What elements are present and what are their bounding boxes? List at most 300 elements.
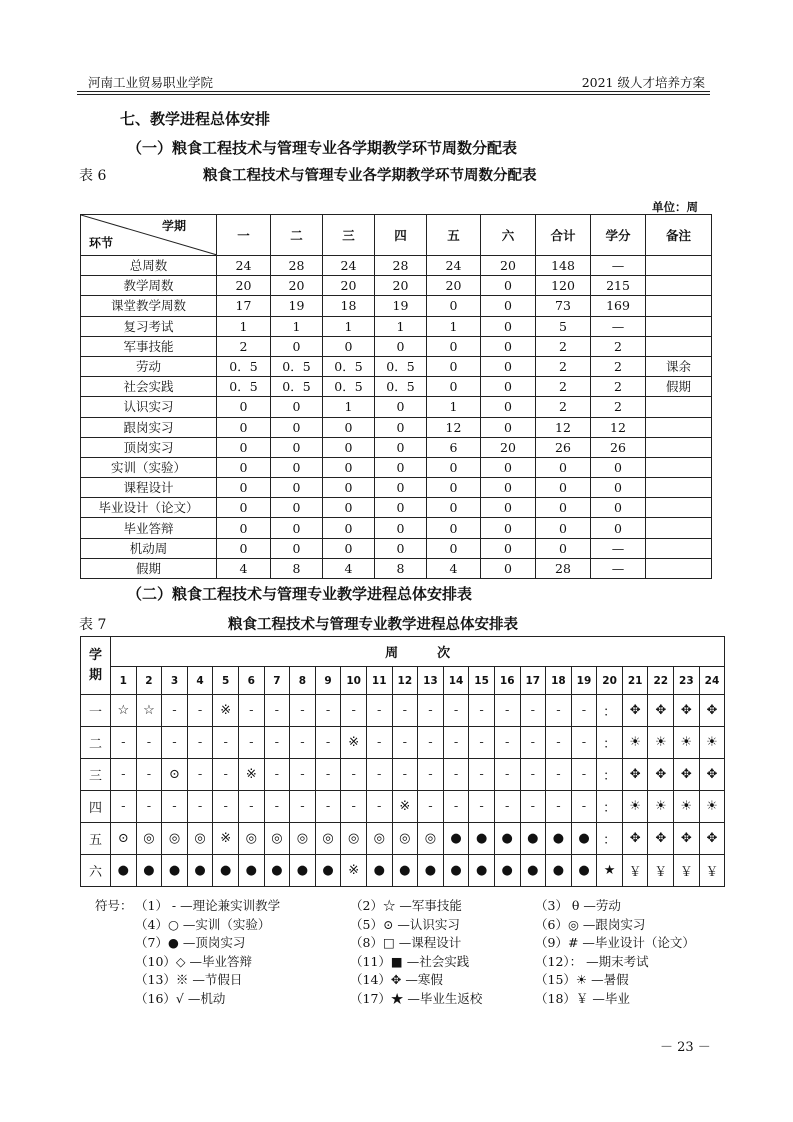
table-cell: 0．5 (217, 377, 271, 397)
table-cell: 28 (375, 256, 427, 276)
legend-prefix: 符号： (95, 898, 133, 913)
term-label: 四 (81, 791, 111, 823)
schedule-cell: - (136, 727, 162, 759)
row-label: 跟岗实习 (81, 417, 217, 437)
schedule-cell: - (366, 759, 392, 791)
table-cell: 0 (481, 538, 536, 558)
schedule-cell: - (187, 759, 213, 791)
table6-col-header: 五 (427, 215, 481, 256)
week-number: 10 (341, 667, 367, 695)
legend-item: （15）☀ —暑假 (535, 972, 629, 988)
table6-col-header: 三 (323, 215, 375, 256)
week-number: 20 (597, 667, 623, 695)
table6-corner (81, 215, 217, 256)
schedule-cell: ● (494, 855, 520, 887)
table-cell: 28 (536, 558, 591, 578)
table-cell: 8 (375, 558, 427, 578)
schedule-cell: - (546, 759, 572, 791)
table-cell: 0 (323, 478, 375, 498)
schedule-cell: ● (443, 823, 469, 855)
schedule-cell: - (341, 759, 367, 791)
table-cell: 8 (271, 558, 323, 578)
table-cell: 0 (481, 457, 536, 477)
schedule-cell: - (213, 791, 239, 823)
schedule-cell: - (443, 791, 469, 823)
table-cell: 0 (271, 457, 323, 477)
table-cell (646, 276, 712, 296)
row-label: 社会实践 (81, 377, 217, 397)
row-label: 毕业设计（论文） (81, 498, 217, 518)
schedule-cell: - (341, 695, 367, 727)
table-row (81, 437, 712, 457)
table-cell: 0．5 (323, 356, 375, 376)
table-cell: — (591, 538, 646, 558)
table-row (81, 457, 712, 477)
table6-title: 粮食工程技术与管理专业各学期教学环节周数分配表 (203, 168, 537, 184)
table-cell: 20 (375, 276, 427, 296)
table-cell: — (591, 558, 646, 578)
schedule-cell: ✥ (648, 759, 674, 791)
table-cell: 120 (536, 276, 591, 296)
schedule-cell: ● (392, 855, 418, 887)
schedule-cell: ● (213, 855, 239, 887)
schedule-cell: - (392, 759, 418, 791)
table-cell: 0．5 (323, 377, 375, 397)
week-number: 12 (392, 667, 418, 695)
table-cell: 4 (427, 558, 481, 578)
table-cell: 0．5 (271, 356, 323, 376)
schedule-cell: ※ (392, 791, 418, 823)
term-label: 六 (81, 855, 111, 887)
table-cell: 0 (375, 478, 427, 498)
table-row (81, 478, 712, 498)
schedule-cell: ☀ (674, 791, 700, 823)
schedule-cell: - (111, 759, 137, 791)
table-cell: 20 (271, 276, 323, 296)
schedule-cell: ● (494, 823, 520, 855)
table-cell: 26 (536, 437, 591, 457)
table7-title-row (81, 637, 725, 667)
table-row (81, 759, 725, 791)
schedule-cell: - (443, 727, 469, 759)
schedule-cell: - (315, 727, 341, 759)
table-cell: 0 (481, 356, 536, 376)
table-cell (646, 417, 712, 437)
legend-item: （17）★ —毕业生返校 (350, 991, 483, 1006)
table-cell (646, 437, 712, 457)
table-cell: 2 (536, 377, 591, 397)
schedule-cell: - (264, 727, 290, 759)
table-cell: 2 (536, 356, 591, 376)
table-cell: 0．5 (375, 377, 427, 397)
schedule-cell: - (443, 759, 469, 791)
table-cell: 0 (591, 457, 646, 477)
table-cell: 0．5 (217, 356, 271, 376)
table-cell: 0 (217, 457, 271, 477)
week-number: 6 (238, 667, 264, 695)
table-cell: 1 (427, 316, 481, 336)
table-cell (646, 478, 712, 498)
table-cell: 20 (427, 276, 481, 296)
schedule-cell: - (520, 791, 546, 823)
legend-item: （3） θ —劳动 (535, 898, 621, 913)
table-cell (646, 558, 712, 578)
table-cell: 17 (217, 296, 271, 316)
table-cell: 28 (271, 256, 323, 276)
table-cell: 12 (427, 417, 481, 437)
table-cell: 0 (427, 336, 481, 356)
table-cell (646, 316, 712, 336)
table-cell: 0 (271, 518, 323, 538)
row-label: 假期 (81, 558, 217, 578)
legend-item: （6）◎ —跟岗实习 (535, 916, 646, 932)
table-cell: 0 (217, 437, 271, 457)
table-row (81, 336, 712, 356)
table-cell: 0 (375, 397, 427, 417)
table-cell: 1 (217, 316, 271, 336)
schedule-cell: - (238, 695, 264, 727)
table-cell: 0 (217, 498, 271, 518)
table-cell: 0 (323, 336, 375, 356)
schedule-cell: ￥ (699, 855, 725, 887)
table-cell: 2 (591, 336, 646, 356)
schedule-cell: - (520, 759, 546, 791)
schedule-cell: - (571, 759, 597, 791)
schedule-cell: - (162, 791, 188, 823)
schedule-cell: ✥ (674, 695, 700, 727)
week-number: 5 (213, 667, 239, 695)
week-number: 15 (469, 667, 495, 695)
table-cell: 12 (536, 417, 591, 437)
row-label: 顶岗实习 (81, 437, 217, 457)
schedule-cell: ● (520, 823, 546, 855)
schedule-cell: - (494, 791, 520, 823)
table-cell: 20 (481, 437, 536, 457)
table6-unit: 单位：周 (652, 200, 698, 214)
schedule-cell: - (366, 695, 392, 727)
schedule-cell: ◎ (290, 823, 316, 855)
schedule-cell: ◎ (315, 823, 341, 855)
table-cell: 1 (271, 316, 323, 336)
corner-term-label: 学期 (88, 647, 102, 683)
table-cell: 18 (323, 296, 375, 316)
legend-item: （1） - —理论兼实训教学 (135, 898, 281, 913)
table-cell: 0 (427, 457, 481, 477)
schedule-cell: ☀ (699, 727, 725, 759)
table-row (81, 518, 712, 538)
schedule-cell: ◎ (238, 823, 264, 855)
table-cell (646, 538, 712, 558)
row-label: 认识实习 (81, 397, 217, 417)
legend-item: （10）◇ —毕业答辩 (135, 953, 252, 969)
table7-corner (81, 637, 111, 695)
table-cell: 0 (217, 478, 271, 498)
table-cell: 0 (217, 518, 271, 538)
row-label: 机动周 (81, 538, 217, 558)
schedule-cell: - (238, 791, 264, 823)
table-cell: 73 (536, 296, 591, 316)
week-number: 13 (418, 667, 444, 695)
schedule-cell: - (187, 727, 213, 759)
schedule-cell: - (571, 727, 597, 759)
schedule-cell: ● (136, 855, 162, 887)
schedule-cell: ✥ (622, 695, 648, 727)
schedule-cell: - (341, 791, 367, 823)
table-cell: 4 (323, 558, 375, 578)
header-rule (77, 91, 710, 92)
schedule-cell: - (264, 695, 290, 727)
table-row (81, 823, 725, 855)
term-label: 二 (81, 727, 111, 759)
schedule-cell: ● (187, 855, 213, 887)
row-label: 课堂教学周数 (81, 296, 217, 316)
table-cell: 0 (217, 538, 271, 558)
term-label: 三 (81, 759, 111, 791)
schedule-cell: - (111, 791, 137, 823)
schedule-cell: - (520, 727, 546, 759)
page-number: － 23 － (660, 1040, 711, 1055)
table-cell: 0 (271, 478, 323, 498)
table-row (81, 855, 725, 887)
table-cell: 5 (536, 316, 591, 336)
corner-segment-label: 环节 (89, 236, 114, 250)
table-cell: 0 (375, 538, 427, 558)
schedule-cell: - (571, 695, 597, 727)
table-cell: 1 (427, 397, 481, 417)
legend-item: （18）￥ —毕业 (535, 991, 630, 1006)
table-cell: 0 (536, 457, 591, 477)
schedule-cell: ★ (597, 855, 623, 887)
schedule-cell: - (136, 759, 162, 791)
table-cell: 26 (591, 437, 646, 457)
schedule-cell: ◎ (162, 823, 188, 855)
row-label: 毕业答辩 (81, 518, 217, 538)
week-number: 17 (520, 667, 546, 695)
schedule-cell: ⊙ (162, 759, 188, 791)
schedule-cell: ： (597, 791, 623, 823)
schedule-cell: ： (597, 727, 623, 759)
legend-item: （8）□ —课程设计 (350, 935, 462, 951)
week-number: 14 (443, 667, 469, 695)
schedule-cell: ✥ (699, 695, 725, 727)
table-cell: 12 (591, 417, 646, 437)
week-number: 16 (494, 667, 520, 695)
row-label: 课程设计 (81, 478, 217, 498)
week-number: 24 (699, 667, 725, 695)
table6-number: 表 6 (79, 168, 107, 184)
schedule-cell: ☀ (699, 791, 725, 823)
table7-schedule (80, 636, 725, 887)
schedule-cell: - (469, 759, 495, 791)
schedule-cell: ✥ (622, 823, 648, 855)
schedule-cell: ： (597, 695, 623, 727)
schedule-cell: ⊙ (111, 823, 137, 855)
schedule-cell: - (469, 791, 495, 823)
schedule-cell: ● (290, 855, 316, 887)
schedule-cell: ● (520, 855, 546, 887)
table-cell (646, 397, 712, 417)
schedule-cell: ● (418, 855, 444, 887)
schedule-cell: ◎ (418, 823, 444, 855)
schedule-cell: ● (469, 823, 495, 855)
row-label: 教学周数 (81, 276, 217, 296)
table-cell: 0 (271, 417, 323, 437)
row-label: 实训（实验） (81, 457, 217, 477)
week-number: 3 (162, 667, 188, 695)
table6-col-header: 六 (481, 215, 536, 256)
legend-item: （13）※ —节假日 (135, 972, 243, 988)
table-cell: 4 (217, 558, 271, 578)
schedule-cell: ● (571, 823, 597, 855)
schedule-cell: - (290, 727, 316, 759)
table-cell: 课余 (646, 356, 712, 376)
table-cell: 20 (217, 276, 271, 296)
table-cell: 0 (481, 498, 536, 518)
table-cell: 1 (375, 316, 427, 336)
subsection-2-heading: （二）粮食工程技术与管理专业教学进程总体安排表 (127, 585, 473, 603)
table7-number: 表 7 (79, 617, 107, 633)
table-row (81, 558, 712, 578)
schedule-cell: - (315, 695, 341, 727)
schedule-cell: - (136, 791, 162, 823)
schedule-cell: - (469, 695, 495, 727)
header-school: 河南工业贸易职业学院 (88, 75, 214, 90)
table-cell: 0 (536, 498, 591, 518)
term-label: 一 (81, 695, 111, 727)
schedule-cell: ◎ (264, 823, 290, 855)
table-cell: 0 (427, 518, 481, 538)
table-cell: 19 (375, 296, 427, 316)
schedule-cell: - (546, 695, 572, 727)
schedule-cell: - (392, 727, 418, 759)
week-number: 7 (264, 667, 290, 695)
table-cell: 215 (591, 276, 646, 296)
schedule-cell: ☆ (136, 695, 162, 727)
table7-week-header: 周 次 (111, 637, 725, 667)
table-cell: 0 (481, 336, 536, 356)
schedule-cell: ● (366, 855, 392, 887)
table-cell: 19 (271, 296, 323, 316)
table-cell: 0 (375, 498, 427, 518)
table-cell: 0 (481, 276, 536, 296)
schedule-cell: ✥ (674, 759, 700, 791)
schedule-cell: - (290, 695, 316, 727)
table-cell: 0．5 (375, 356, 427, 376)
table-row (81, 695, 725, 727)
week-number: 18 (546, 667, 572, 695)
schedule-cell: - (187, 791, 213, 823)
table-cell: 假期 (646, 377, 712, 397)
table-row (81, 296, 712, 316)
week-number: 8 (290, 667, 316, 695)
table-cell: 0 (427, 498, 481, 518)
table-cell: 0 (323, 417, 375, 437)
week-number: 9 (315, 667, 341, 695)
table-cell: 0 (375, 518, 427, 538)
table-cell: 2 (217, 336, 271, 356)
table-cell: 2 (536, 397, 591, 417)
schedule-cell: - (264, 759, 290, 791)
schedule-cell: ◎ (392, 823, 418, 855)
section-heading: 七、教学进程总体安排 (120, 110, 271, 128)
legend-item: （14）✥ —寒假 (350, 972, 443, 988)
table6-col-header: 备注 (646, 215, 712, 256)
table-cell (646, 336, 712, 356)
table6-col-header: 合计 (536, 215, 591, 256)
table-cell: 2 (591, 397, 646, 417)
table-cell: 20 (323, 276, 375, 296)
table-cell: 0 (481, 397, 536, 417)
table6-col-header: 一 (217, 215, 271, 256)
schedule-cell: ● (162, 855, 188, 887)
schedule-cell: ☀ (622, 791, 648, 823)
legend-item: （7）● —顶岗实习 (135, 935, 246, 951)
header-program: 2021 级人才培养方案 (581, 75, 705, 90)
schedule-cell: - (290, 759, 316, 791)
schedule-cell: ※ (213, 695, 239, 727)
table-row (81, 256, 712, 276)
row-label: 军事技能 (81, 336, 217, 356)
table-cell: 24 (217, 256, 271, 276)
table-cell: 0 (323, 437, 375, 457)
table-cell: 0 (481, 518, 536, 538)
legend-item: （5）⊙ —认识实习 (350, 916, 460, 932)
schedule-cell: - (546, 727, 572, 759)
table-cell: 6 (427, 437, 481, 457)
table-cell: 0 (536, 538, 591, 558)
week-number: 11 (366, 667, 392, 695)
term-label: 五 (81, 823, 111, 855)
schedule-cell: - (238, 727, 264, 759)
table-cell: 0 (481, 377, 536, 397)
table-cell: 0 (271, 498, 323, 518)
table6-header-row (81, 215, 712, 256)
legend-item: （16）√ —机动 (135, 991, 226, 1006)
schedule-cell: ￥ (648, 855, 674, 887)
table-row (81, 727, 725, 759)
table-cell: 0 (536, 478, 591, 498)
legend-item: （9）# —毕业设计（论文） (535, 935, 695, 951)
schedule-cell: ● (469, 855, 495, 887)
schedule-cell: ● (443, 855, 469, 887)
schedule-cell: ： (597, 823, 623, 855)
table-cell: 0 (375, 457, 427, 477)
table-cell: 0 (323, 518, 375, 538)
table-cell: 2 (536, 336, 591, 356)
schedule-cell: - (366, 791, 392, 823)
schedule-cell: - (418, 695, 444, 727)
table-cell: — (591, 256, 646, 276)
table-cell: 1 (323, 316, 375, 336)
schedule-cell: ● (315, 855, 341, 887)
schedule-cell: - (162, 695, 188, 727)
table-cell (646, 256, 712, 276)
schedule-cell: ※ (341, 855, 367, 887)
table-cell: 2 (591, 377, 646, 397)
week-number: 1 (111, 667, 137, 695)
schedule-cell: ● (264, 855, 290, 887)
week-number: 22 (648, 667, 674, 695)
schedule-cell: - (213, 759, 239, 791)
schedule-cell: ● (546, 855, 572, 887)
schedule-cell: ※ (238, 759, 264, 791)
table-cell: 24 (427, 256, 481, 276)
schedule-cell: ✥ (674, 823, 700, 855)
schedule-cell: ● (111, 855, 137, 887)
week-number: 2 (136, 667, 162, 695)
schedule-cell: - (520, 695, 546, 727)
legend-item: （12）： —期末考试 (535, 953, 649, 969)
